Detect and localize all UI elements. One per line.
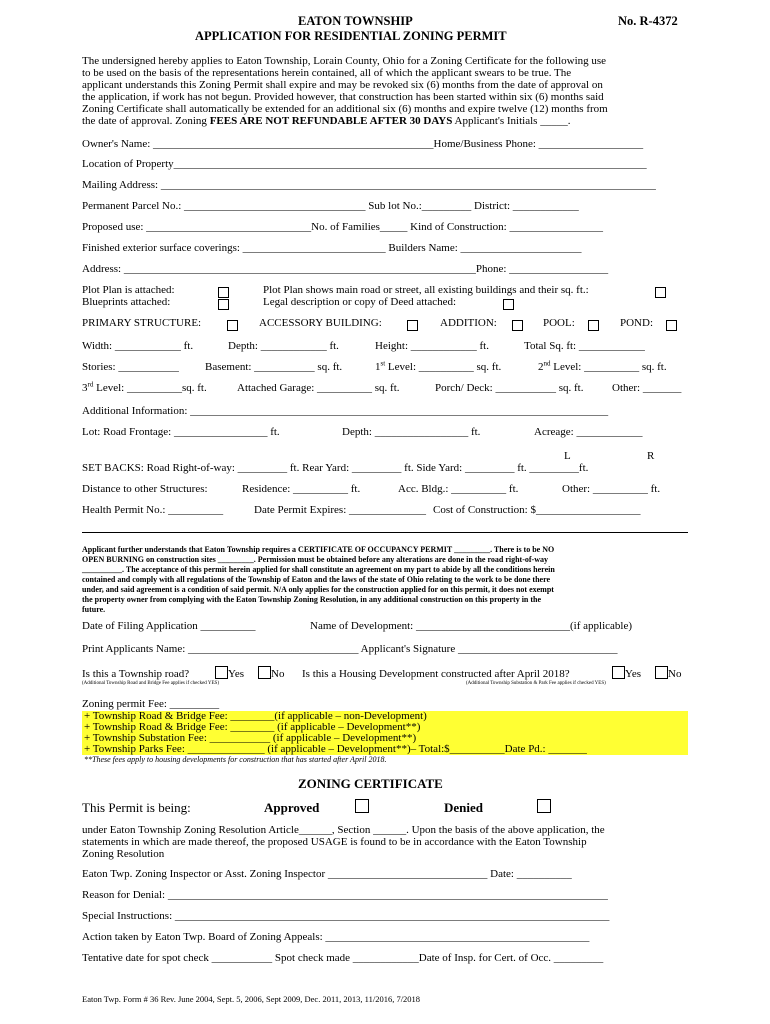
legal-desc-checkbox[interactable] [503,295,514,313]
acc-bldg-field[interactable]: Acc. Bldg.: __________ ft. [398,483,519,495]
owner-name-field[interactable]: Owner's Name: ___________________________________________________Home/Business Phone: ___________________ [82,138,644,150]
intro-line-4: the application, if work has not begun. Provided however, that construction has been started within six (6) months said [82,91,604,103]
blueprints-label: Blueprints attached: [82,296,171,308]
township-road-no-label: No [271,668,285,680]
notice-line-4: contained and comply with all regulations of the Township of Eaton and the laws of the state of Ohio relating to the work to be done there [82,575,551,584]
housing-fee-note: (Additional Township Substation & Park Fee applies if checked YES) [466,681,606,686]
mailing-address-field[interactable]: Mailing Address: __________________________________________________________________________________________ [82,179,656,191]
stories-field[interactable]: Stories: ___________ [82,361,179,373]
special-instructions-field[interactable]: Special Instructions: _______________________________________________________________________________ [82,910,610,922]
township-road-no[interactable] [258,666,284,680]
intro-line-1: The undersigned hereby applies to Eaton Township, Lorain County, Ohio for a Zoning Certificate for the following use [82,55,607,67]
section-divider [82,532,688,533]
township-road-yes[interactable] [215,666,244,680]
intro-text: the date of approval. Zoning [82,115,210,127]
third-level-field[interactable] [82,382,207,394]
road-frontage-field[interactable]: Lot: Road Frontage: _________________ ft. [82,426,280,438]
plot-shows-checkbox[interactable] [655,283,666,301]
housing-dev-yes-checkbox[interactable] [612,666,625,679]
garage-field[interactable]: Attached Garage: __________ sq. ft. [237,382,400,394]
other-distance-field[interactable]: Other: __________ ft. [562,483,661,495]
housing-dev-no-label: No [668,668,682,680]
fees-warning: FEES ARE NOT REFUNDABLE AFTER 30 DAYS [209,115,453,127]
primary-structure-label: PRIMARY STRUCTURE: [82,317,202,329]
legal-desc-label: Legal description or copy of Deed attached: [263,296,457,308]
second-level-number: 2 [538,361,544,373]
primary-structure-checkbox[interactable] [227,316,238,334]
first-level-number: 1 [375,361,381,373]
second-level-text: Level: __________ sq. ft. [550,361,667,373]
parks-fee[interactable]: + Township Parks Fee: ______________ (if applicable – Development**)– Total:$__________Date Pd.: _______ [84,743,587,755]
certificate-line-2: statements in which are made thereof, the proposed USAGE is found to be in accordance with the Eaton Township [82,836,587,848]
applicant-initials-field[interactable]: Applicant's Initials _____. [452,115,571,127]
housing-dev-yes[interactable] [612,666,641,680]
pool-checkbox[interactable] [588,316,599,334]
second-level-field[interactable] [538,361,667,373]
proposed-use-field[interactable]: Proposed use: ______________________________No. of Families_____ Kind of Construction: _________________ [82,221,603,233]
setbacks-field[interactable]: SET BACKS: Road Right-of-way: _________ ft. Rear Yard: _________ ft. Side Yard: _________ ft. _________ft. [82,462,589,474]
acreage-field[interactable]: Acreage: ____________ [534,426,643,438]
third-level-suffix: rd [87,380,94,389]
certificate-heading: ZONING CERTIFICATE [298,776,443,791]
form-subtitle: APPLICATION FOR RESIDENTIAL ZONING PERMIT [195,29,507,43]
permit-number: No. R-4372 [618,14,678,28]
housing-dev-no-checkbox[interactable] [655,666,668,679]
housing-dev-no[interactable] [655,666,681,680]
first-level-field[interactable] [375,361,501,373]
permit-expires-field[interactable]: Date Permit Expires: ______________ [254,504,427,516]
third-level-text: Level: __________sq. ft. [93,382,207,394]
left-label: L [564,450,571,462]
porch-field[interactable]: Porch/ Deck: ___________ sq. ft. [435,382,584,394]
lot-depth-field[interactable]: Depth: _________________ ft. [342,426,481,438]
township-road-question: Is this a Township road? [82,668,190,680]
additional-info-field[interactable]: Additional Information: ____________________________________________________________________________ [82,405,609,417]
finished-surface-field[interactable]: Finished exterior surface coverings: __________________________ Builders Name: ______________________ [82,242,582,254]
township-road-no-checkbox[interactable] [258,666,271,679]
other-field[interactable]: Other: _______ [612,382,682,394]
cost-field[interactable]: Cost of Construction: $___________________ [433,504,641,516]
development-name-field[interactable]: Name of Development: ____________________________(if applicable) [310,620,632,632]
substation-fee[interactable]: + Township Substation Fee: ___________ (if applicable – Development**) [84,732,417,744]
pond-checkbox[interactable] [666,316,677,334]
notice-line-7: future. [82,605,106,614]
spot-check-field[interactable]: Tentative date for spot check ___________ Spot check made ____________Date of Insp. for Cert. of Occ. _________ [82,952,604,964]
form-revision-footer: Eaton Twp. Form # 36 Rev. June 2004, Sept. 5, 2006, Sept 2009, Dec. 2011, 2013, 11/2016, 7/2018 [82,994,421,1004]
denied-label: Denied [444,800,483,815]
zoning-fee-field[interactable]: Zoning permit Fee: _________ [82,698,220,710]
first-level-suffix: st [380,359,386,368]
blueprints-checkbox[interactable] [218,295,229,313]
notice-line-6: the property owner from complying with the Eaton Township Zoning Resolution, in any additional construction on this property in the [82,595,542,604]
permit-is-label: This Permit is being: [82,800,191,815]
township-road-yes-label: Yes [228,668,245,680]
inspector-field[interactable]: Eaton Twp. Zoning Inspector or Asst. Zoning Inspector _____________________________ Date: __________ [82,868,572,880]
right-label: R [647,450,655,462]
width-field[interactable]: Width: ____________ ft. [82,340,194,352]
intro-line-2: to be used on the basis of the representations herein contained, all of which the applicant swears to be true. The [82,67,572,79]
denial-reason-field[interactable]: Reason for Denial: ________________________________________________________________________________ [82,889,608,901]
road-fee-note: (Additional Township Road and Bridge Fee applies if checked YES) [82,681,219,686]
location-field[interactable]: Location of Property______________________________________________________________________________________ [82,158,647,170]
third-level-number: 3 [82,382,88,394]
certificate-line-1: under Eaton Township Zoning Resolution Article______, Section ______. Upon the basis of the above application, the [82,824,605,836]
plot-shows-label: Plot Plan shows main road or street, all existing buildings and their sq. ft.: [263,284,589,296]
housing-dev-question: Is this a Housing Development constructed after April 2018? [302,668,570,680]
pond-label: POND: [620,317,654,329]
date-filing-field[interactable]: Date of Filing Application __________ [82,620,256,632]
second-level-suffix: nd [543,359,551,368]
health-permit-field[interactable]: Health Permit No.: __________ [82,504,224,516]
plot-plan-label: Plot Plan is attached: [82,284,175,296]
notice-line-5: under, and said agreement is a condition of said permit. N/A only applies for the construction applied for on this permit, it does not exempt [82,585,554,594]
depth-field[interactable]: Depth: ____________ ft. [228,340,339,352]
intro-line-5: Zoning Certificate shall automatically be extended for an additional six (6) months and expire twelve (12) months from [82,103,608,115]
approved-label: Approved [264,800,320,815]
height-field[interactable]: Height: ____________ ft. [375,340,489,352]
approved-checkbox[interactable] [355,798,369,816]
road-bridge-fee-2[interactable]: + Township Road & Bridge Fee: ________ (if applicable – Development**) [84,721,421,733]
denied-checkbox[interactable] [537,798,551,816]
notice-line-3: __________. The acceptance of this permit herein applied for shall constitute an agreement on my part to abide by all the conditions herein [82,565,555,574]
addition-checkbox[interactable] [512,316,523,334]
addition-label: ADDITION: [440,317,497,329]
notice-line-1: Applicant further understands that Eaton Township requires a CERTIFICATE OF OCCUPANCY PERMIT _________. There is to be NO [82,545,555,554]
township-road-yes-checkbox[interactable] [215,666,228,679]
form-title: EATON TOWNSHIP [298,14,413,28]
total-sqft-field[interactable]: Total Sq. ft: ____________ [524,340,645,352]
first-level-text: Level: __________ sq. ft. [385,361,502,373]
intro-line-6 [82,115,570,127]
residence-field[interactable]: Residence: __________ ft. [242,483,361,495]
distance-label: Distance to other Structures: [82,483,208,495]
pool-label: POOL: [543,317,575,329]
notice-line-2: OPEN BURNING on construction sites _________. Permission must be obtained before any alterations are done in the road right-of-way [82,555,548,564]
housing-dev-yes-label: Yes [625,668,642,680]
fees-footnote: **These fees apply to housing developments for construction that has started after April 2018. [84,755,387,764]
accessory-building-checkbox[interactable] [407,316,418,334]
basement-field[interactable]: Basement: ___________ sq. ft. [205,361,343,373]
certificate-line-3: Zoning Resolution [82,848,165,860]
address-field[interactable]: Address: ________________________________________________________________Phone: __________________ [82,263,609,275]
parcel-field[interactable]: Permanent Parcel No.: _________________________________ Sub lot No.:_________ District: ____________ [82,200,579,212]
road-bridge-fee-1[interactable]: + Township Road & Bridge Fee: ________(if applicable – non-Development) [84,710,427,722]
board-action-field[interactable]: Action taken by Eaton Twp. Board of Zoning Appeals: ________________________________________________ [82,931,590,943]
intro-line-3: applicant understands this Zoning Permit shall expire and may be revoked six (6) months from the date of approval on [82,79,603,91]
print-name-field[interactable]: Print Applicants Name: _______________________________ Applicant's Signature _____________________________ [82,643,618,655]
accessory-building-label: ACCESSORY BUILDING: [259,317,382,329]
